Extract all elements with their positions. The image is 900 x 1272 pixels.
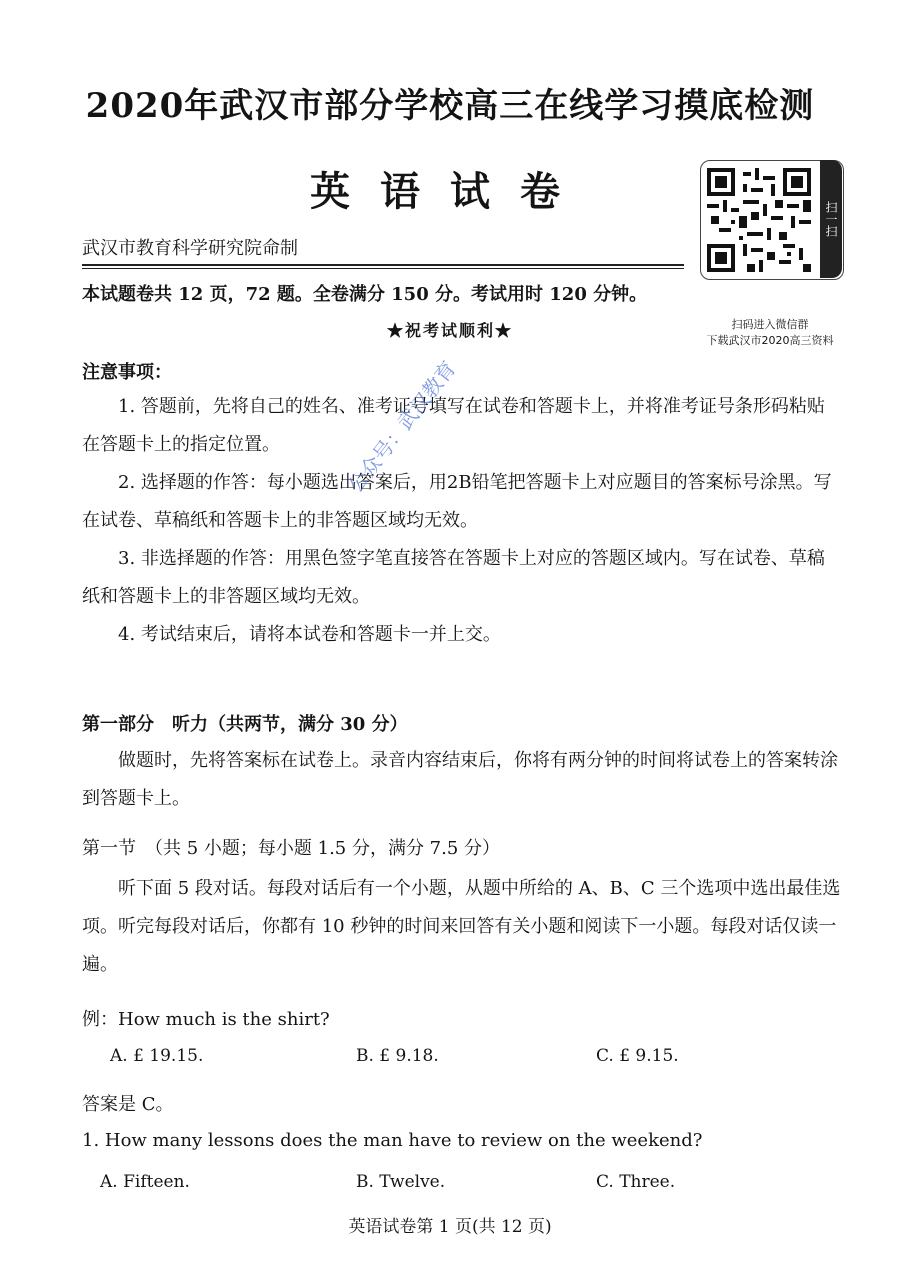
header-divider: [82, 264, 684, 266]
question-1-option-a: A. Fifteen.: [100, 1172, 190, 1192]
exam-author: 武汉市教育科学研究院命制: [82, 238, 298, 259]
notice-item: 2. 选择题的作答：每小题选出答案后，用2B铅笔把答题卡上对应题目的答案标号涂黑。写在试卷、草稿纸和答题卡上的非答题区域均无效。: [82, 472, 832, 531]
exam-wish: ★祝考试顺利★: [386, 321, 513, 340]
header-divider-thin: [82, 268, 684, 269]
example-option-b: B. £ 9.18.: [356, 1046, 439, 1066]
example-option-c: C. £ 9.15.: [596, 1046, 679, 1066]
notice-heading: 注意事项：: [82, 362, 172, 383]
exam-title: 2020年武汉市部分学校高三在线学习摸底检测: [85, 86, 815, 126]
qr-caption-1: 扫码进入微信群: [731, 318, 809, 331]
question-1: 1. How many lessons does the man have to review on the weekend?: [82, 1130, 703, 1151]
qr-code-icon[interactable]: [707, 168, 811, 272]
qr-side-label: 扫一扫: [820, 160, 842, 278]
exam-info: 本试题卷共 12 页，72 题。全卷满分 150 分。考试用时 120 分钟。: [82, 284, 648, 305]
example-question: 例：How much is the shirt?: [82, 1009, 330, 1030]
watermark: 公众号：武汉教育: [343, 356, 461, 498]
page-footer: 英语试卷第 1 页(共 12 页): [348, 1217, 552, 1237]
qr-caption-2: 下载武汉市2020高三资料: [706, 334, 834, 347]
section1-intro: 听下面 5 段对话。每段对话后有一个小题，从题中所给的 A、B、C 三个选项中选出最佳选项。听完每段对话后，你都有 10 秒钟的时间来回答有关小题和阅读下一小题。每段对话仅读一遍。: [82, 878, 841, 975]
example-option-a: A. £ 19.15.: [110, 1046, 204, 1066]
part1-heading: 第一部分 听力（共两节，满分 30 分）: [82, 714, 408, 735]
question-1-option-b: B. Twelve.: [356, 1172, 446, 1192]
question-1-option-c: C. Three.: [596, 1172, 676, 1192]
exam-subject: 英语试卷: [310, 168, 590, 215]
notice-item: 3. 非选择题的作答：用黑色签字笔直接答在答题卡上对应的答题区域内。写在试卷、草稿纸和答题卡上的非答题区域均无效。: [82, 548, 825, 607]
example-answer: 答案是 C。: [82, 1094, 174, 1115]
notice-item: 4. 考试结束后，请将本试卷和答题卡一并上交。: [118, 624, 501, 645]
notice-item: 1. 答题前，先将自己的姓名、准考证号填写在试卷和答题卡上，并将准考证号条形码粘贴在答题卡上的指定位置。: [82, 396, 825, 455]
part1-intro: 做题时，先将答案标在试卷上。录音内容结束后，你将有两分钟的时间将试卷上的答案转涂到答题卡上。: [82, 750, 838, 809]
section1-heading: 第一节 （共 5 小题；每小题 1.5 分，满分 7.5 分）: [82, 838, 501, 859]
